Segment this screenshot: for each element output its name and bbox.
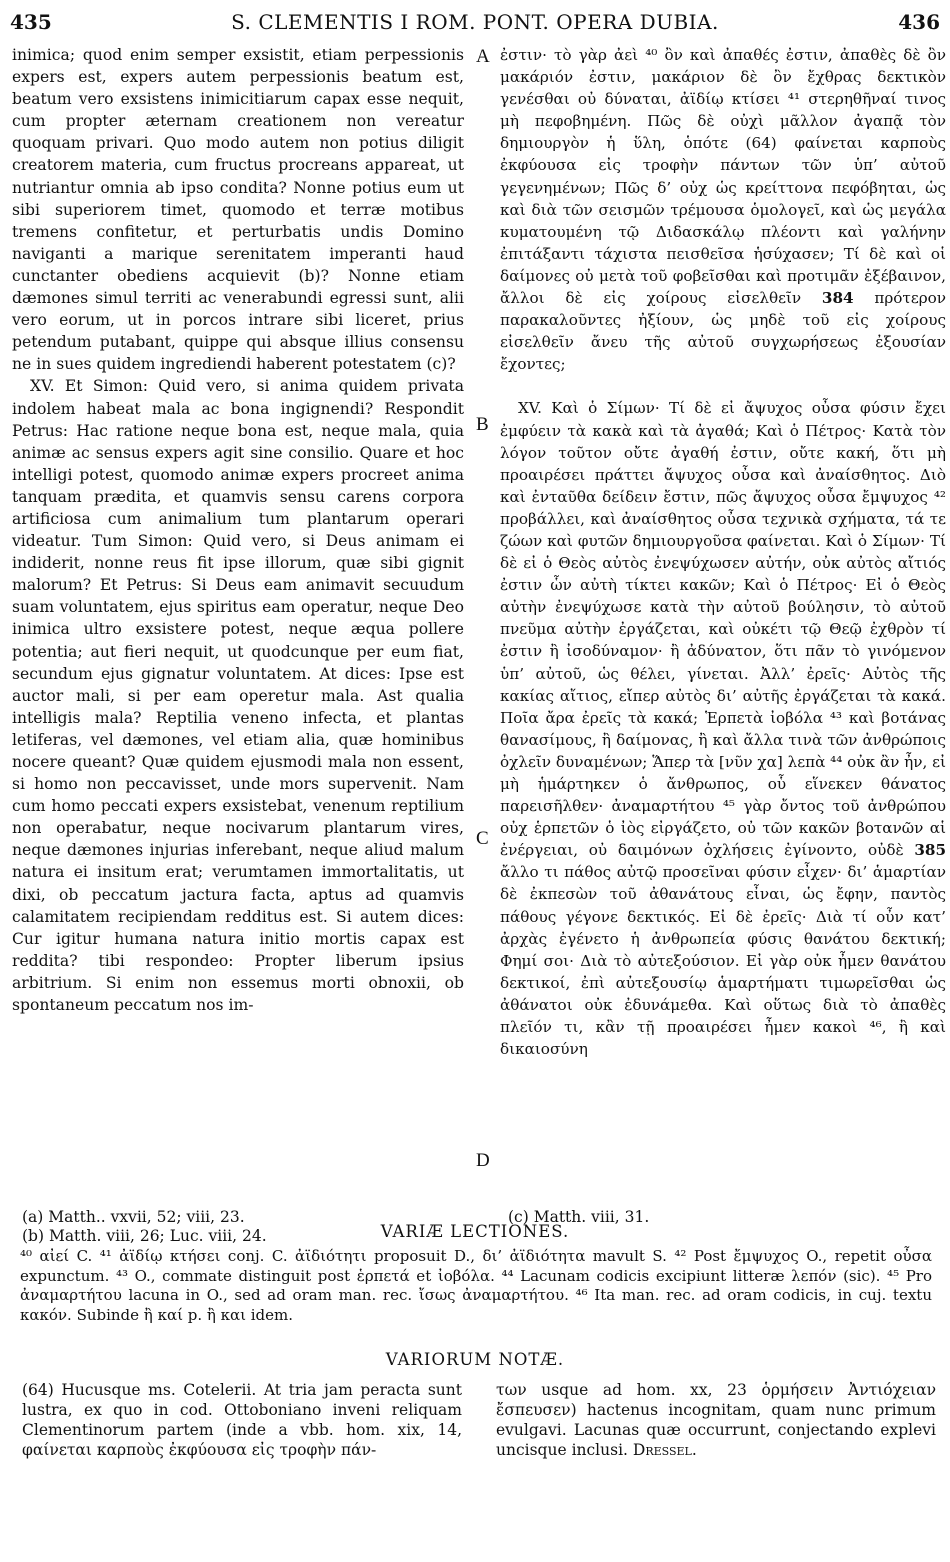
greek-paragraph-2 [500,397,946,1060]
footnote-b: (b) Matth. viii, 26; Luc. viii, 24. [22,1227,267,1245]
greek-text-2b: ἄλλο τι πάθος αὐτῷ προσεῖναι φύσιν εἶχεν· δι’ ἁμαρτίαν δὲ ἐκπεσὼν τοῦ ἀθανάτους εἶναι, ὡς ἔφην, παντὸς πάθους γέγονε δεκτικός. Εἰ δὲ ἐρεῖς· Διὰ τί οὖν κατ’ ἀρχὰς ἐγένετο ἡ ἀνθρωπεία φύσις θανάτου δεκτική; Φημί σοι· Διὰ τὸ αὐτεξούσιον. Εἰ γὰρ οὐκ ἦμεν θανάτου δεκτικοί, ἐπὶ αὐτεξουσίῳ ἁμαρτήματι τιμωρεῖσθαι ὡς ἀθάνατοι οὐκ ἐδυνάμεθα. Καὶ οὕτως διὰ τὸ ἀπαθὲς πλεῖόν τι, κἂν τῇ προαιρέσει ἦμεν κακοὶ ⁴⁶, ἢ καὶ δικαιοσύνη [500,863,946,1059]
greek-text-2a: XV. Καὶ ὁ Σίμων· Τί δὲ εἰ ἄψυχος οὖσα φύσιν ἔχει ἐμφύειν τὰ κακὰ καὶ τὰ ἀγαθά; Καὶ ὁ Πέτρος· Κατὰ τὸν λόγον τοῦτον οὔτε ἀγαθή ἐστιν, οὔτε κακή, ὅτι μὴ προαιρέσει πράττει ἄψυχος οὖσα καὶ ἀναίσθητος. Διὸ καὶ ἐνταῦθα δείδειν ἔστιν, πῶς ἄψυχος οὖσα ἔμψυχος ⁴² προβάλλει, καὶ ἀναίσθητος οὖσα τεχνικὰ σχήματα, τά τε ζώων καὶ φυτῶν δημιουργοῦσα φαίνεται. Καὶ ὁ Σίμων· Τί δὲ εἰ ὁ Θεὸς αὐτὸς ἐνεψύχωσεν αὐτήν, οὐκ αὐτὸς αἴτιός ἐστιν ὧν αὐτὴ τίκτει κακῶν; Καὶ ὁ Πέτρος· Εἰ ὁ Θεὸς αὐτὴν ἐνεψύχωσε κατὰ τὴν αὐτοῦ βούλησιν, τὸ αὐτοῦ πνεῦμα αὐτὴν ἐργάζεται, καὶ οὐκέτι τῷ Θεῷ ἐχθρὸν τί ἐστιν ἢ ἰσοδύναμον· ἢ ἀδύνατον, ὅτι πᾶν τὸ γινόμενον ὑπ’ αὐτοῦ, ὡς θέλει, γίνεται. Ἀλλ’ ἐρεῖς· Αὐτὸς τῆς κακίας αἴτιος, εἴπερ αὐτὸς δι’ αὐτῆς ἐργάζεται τὰ κακά. Ποῖα ἄρα ἐρεῖς τὰ κακά; Ἑρπετὰ ἰοβόλα ⁴³ καὶ βοτάνας θανασίμους, ἢ δαίμονας, ἢ καὶ ἄλλα τινὰ τῶν ἀνθρώποις ὀχλεῖν δυναμένων; Ἅπερ τὰ [νῦν χα] λεπὰ ⁴⁴ οὐκ ἂν ἦν, εἰ μὴ ἡμάρτηκεν ὁ ἄνθρωπος, οὗ εἵνεκεν θάνατος παρεισῆλθεν· ἀναμαρτήτου ⁴⁵ γὰρ ὄντος τοῦ ἀνθρώπου οὐχ ἑρπετῶν ὁ ἰὸς εἰργάζετο, οὐ τῶν κακῶν βοτανῶν αἱ ἐνέργειαι, οὐ δαιμόνων ὀχλήσεις ἐγίνοντο, οὐδὲ [500,399,946,860]
running-title: S. CLEMENTIS I ROM. PONT. OPERA DUBIA. [231,10,719,34]
margin-letter-c: C [476,828,489,849]
footnote-c: (c) Matth. viii, 31. [508,1208,650,1226]
latin-paragraph-1: inimica; quod enim semper exsistit, etiam perpessionis expers est, expers autem perpessionis beatum est, beatum vero exsistens inimicitiarum capax esse nequit, cum propter æternam creationem non vereatur quoquam privari. Quo modo autem non potius diligit creatorem materia, cum fructus procreans appareat, ut nutriantur omnia ab ipso condita? Nonne potius eum ut sibi superiorem timet, quomodo et terræ motibus tremens confitetur, et perturbatis undis Domino naviganti a marique serenitatem imperanti haud cunctanter obediens acquievit (b)? Nonne etiam dæmones simul territi ac venerabundi egressi sunt, alii vero eorum, ut in porcos intrare sibi liceret, prius petendum putabant, quippe qui absque illius consensu ne in sues quidem ingrediendi haberent potestatem (c)? [12,46,464,374]
latin-column [12,44,464,1016]
page-number-right: 436 [898,10,940,34]
variae-lectiones-text: ⁴⁰ αἰεί C. ⁴¹ ἀϊδίῳ κτήσει conj. C. ἀϊδιότητι proposuit D., δι’ ἀϊδιότητα mavult S. ⁴² Post ἔμψυχος O., repetit οὖσα expunctum. ⁴³ O., commate distinguit post ἑρπετά et ἰοβόλα. ⁴⁴ Lacunam codicis excipiunt litteræ λεπόν (sic). ⁴⁵ Pro ἀναμαρτήτου lacuna in O., sed ad oram man. rec. ἴσως ἀναμαρτήτου. ⁴⁶ Ita man. rec. ad oram codicis, in cuj. textu κακόν. Subinde ἢ καί p. ἢ και idem. [20,1247,932,1324]
variorum-notae-title: VARIORUM NOTÆ. [385,1350,565,1369]
variorum-notae-right-text: των usque ad hom. xx, 23 ὁρμήσειν Ἀντιόχειαν ἔσπευσεν) hactenus incognitam, quam nunc primum evulgavi. Lacunas quæ occurrunt, conjectando explevi uncisque inclusi. [496,1381,936,1459]
latin-paragraph-2: XV. Et Simon: Quid vero, si anima quidem privata indolem habeat mala ac bona ingignendi? Respondit Petrus: Hac ratione neque bona est, neque mala, quia animæ ac sensus expers agit sine consilio. Quare et hoc intelligi potest, quomodo animæ expers procreet anima tanquam prædita, et quamvis sensu carens corpora artificiosa cum animalium tum plantarum operari videatur. Tum Simon: Quid vero, si Deus animam ei indiderit, nonne reus fit ipse illorum, quæ sibi gignit malorum? Et Petrus: Si Deus eam animavit secuudum suam voluntatem, ejus spiritus eam operatur, neque Deo inimica ultro exsistere potest, neque æqua pollere potentia; aut fieri nequit, ut quodcunque per eum fiat, secundum ejus gignatur voluntatem. At dices: Ipse est auctor mali, si per eam operetur mala. Ast qualia intelligis mala? Reptilia veneno infecta, et plantas letiferas, vel dæmones, vel etiam alia, quæ hominibus nocere queant? Quæ quidem ejusmodi mala non essent, si homo non peccavisset, unde mors supervenit. Nam cum homo peccati expers exsistebat, venenum reptilium non operabatur, neque nocivarum plantarum vires, neque dæmones injurias inferebant, neque aliud malum natura ei insitum erat; verumtamen immortalitatis, ut dixi, ob peccatum jactura facta, aptus ad quamvis calamitatem recipiendam redditus est. Si autem dices: Cur igitur humana natura initio mortis capax est reddita? tibi respondeo: Propter liberum ipsius arbitrium. Si enim non essemus morti obnoxii, ob spontaneum peccatum nos im- [12,377,464,1015]
margin-letter-b: B [476,414,489,435]
greek-column [500,44,946,1060]
margin-letter-a: A [476,46,490,67]
greek-paragraph-1 [500,44,946,375]
variae-lectiones-title: VARIÆ LECTIONES. [380,1222,570,1241]
greek-text-1a: ἐστιν· τὸ γὰρ ἀεὶ ⁴⁰ ὂν καὶ ἀπαθές ἐστιν, ἀπαθὲς δὲ ὂν μακάριόν ἐστιν, μακάριον δὲ ὂν ἔχθρας δεκτικὸν γενέσθαι οὐ δύναται, ἀϊδίῳ κτίσει ⁴¹ στερηθῆναί τινος μὴ πεφοβημένη. Πῶς δὲ οὐχὶ μᾶλλον ἀγαπᾷ τὸν δημιουργὸν ἡ ὕλη, ὁπότε (64) φαίνεται καρποὺς ἐκφύουσα εἰς τροφὴν πάντων τῶν ὑπ’ αὐτοῦ γεγενημένων; Πῶς δ’ οὐχ ὡς κρείττονα πεφόβηται, ὡς καὶ διὰ τῶν σεισμῶν τρέμουσα ὁμολογεῖ, καὶ ὡς μεγάλα κυματουμένη τῷ Διδασκάλῳ πλέοντι καὶ γαλήνην ἐπιτάξαντι τάχιστα πεισθεῖσα ἡσύχασεν; Τί δὲ καὶ οἱ δαίμονες οὐ μετὰ τοῦ φοβεῖσθαι καὶ προτιμᾶν ἐξέβαινον, ἄλλοι δὲ εἰς χοίρους εἰσελθεῖν [500,46,946,308]
editor-signature: Dressel. [632,1441,697,1459]
margin-letter-d: D [476,1150,490,1171]
greek-text-1b: πρότερον παρακαλοῦντες ἠξίουν, ὡς μηδὲ τοῦ εἰς χοίρους εἰσελθεῖν ἄνευ τῆς αὐτοῦ συγχωρήσεως ἐξουσίαν ἔχοντες; [500,289,947,374]
column-number-385: 385 [914,841,947,860]
variorum-notae-left: (64) Hucusque ms. Cotelerii. At tria jam peracta sunt lustra, ex quo in cod. Ottoboniano inveni reliquam Clementinorum partem (inde a vbb. hom. xix, 14, φαίνεται καρποὺς ἐκφύουσα εἰς τροφὴν πάν- [22,1381,462,1459]
page-number-left: 435 [10,10,52,34]
footnote-a: (a) Matth.. vxvii, 52; viii, 23. [22,1208,245,1226]
variorum-notae-right [496,1380,936,1460]
running-header [10,10,940,38]
column-number-384: 384 [821,289,854,308]
